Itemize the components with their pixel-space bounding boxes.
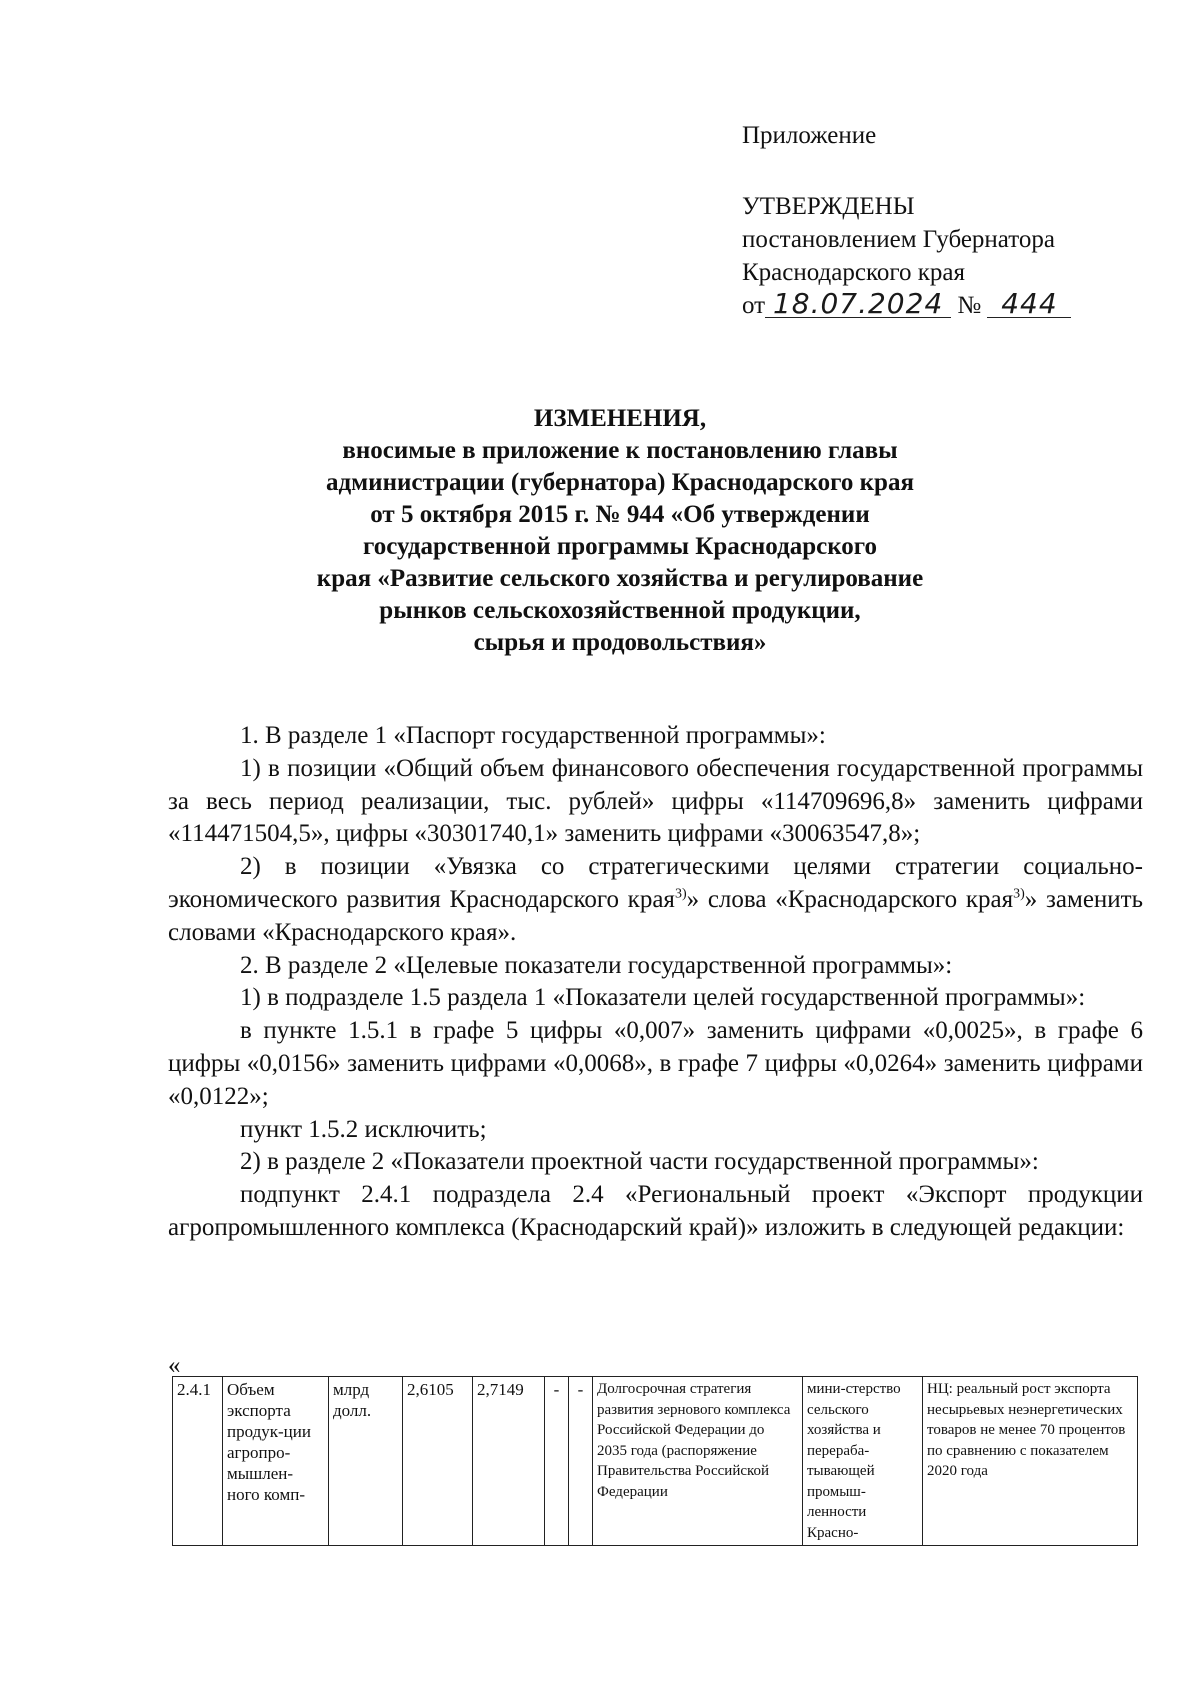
paragraph: 1) в подразделе 1.5 раздела 1 «Показатели целей государственной программы»: [240,984,1086,1012]
footnote-mark: 3) [1013,886,1025,902]
title-line: рынков сельскохозяйственной продукции, [379,597,861,624]
indicator-table [172,1376,1138,1546]
title-line: администрации (губернатора) Краснодарского края [326,469,914,496]
paragraph: в пункте 1.5.1 в графе 5 цифры «0,007» заменить цифрами «0,0025», в графе 6 цифры «0,0156» заменить цифрами «0,0068», в графе 7 цифры «0,0264» заменить цифрами «0,0122»; [168,1017,1143,1110]
paragraph-text: 2) в позиции «Увязка со стратегическими целями стратегии социально-экономического развития Краснодарского края [168,853,1143,913]
table-cell-value: 2,7149 [473,1377,545,1546]
paragraph: 1. В разделе 1 «Паспорт государственной программы»: [240,722,826,749]
open-quote: « [168,1352,181,1379]
approved-by-line: постановлением Губернатора [742,226,1055,253]
table-cell-source: Долгосрочная стратегия развития зернового комплекса Российской Федерации до 2035 года (распоряжение Правительства Российской Федерации [593,1377,803,1546]
paragraph: 2) в разделе 2 «Показатели проектной части государственной программы»: [240,1148,1039,1176]
title-line: вносимые в приложение к постановлению главы [342,437,898,464]
paragraph-text: » слова «Краснодарского края [686,885,1014,913]
paragraph: 1) в позиции «Общий объем финансового обеспечения государственной программы за весь период реализации, тыс. рублей» цифры «114709696,8» заменить цифрами «114471504,5», цифры «30301740,1» заменить цифрами «30063547,8»; [168,754,1143,848]
approved-label: УТВЕРЖДЕНЫ [742,193,915,220]
approval-block [742,119,1162,322]
table-cell-value: - [545,1377,569,1546]
table-cell-responsible: мини-стерство сельского хозяйства и перераба-тывающей промыш-ленности Красно- [803,1377,923,1546]
table-cell-value: - [569,1377,593,1546]
table-cell-unit: млрд долл. [329,1377,403,1546]
approved-region-line: Краснодарского края [742,259,965,286]
date-prefix: от [742,292,766,319]
title-line: края «Развитие сельского хозяйства и регулирование [316,565,924,592]
table-cell-indicator: Объем экспорта продук-ции агропро-мышлен-ного комп- [223,1377,329,1546]
number-prefix: № [957,292,982,319]
paragraph: подпункт 2.4.1 подраздела 2.4 «Региональный проект «Экспорт продукции агропромышленного комплекса (Краснодарский край)» изложить в следующей редакции: [168,1181,1143,1241]
table-cell-value: 2,6105 [403,1377,473,1546]
table-cell-number: 2.4.1 [173,1377,223,1546]
paragraph-text: » заменить словами «Краснодарского края». [168,885,1143,946]
paragraph: пункт 1.5.2 исключить; [240,1115,487,1143]
table-cell-goal: НЦ: реальный рост экспорта несырьевых неэнергетических товаров не менее 70 процентов по сравнению с показателем 2020 года [923,1377,1138,1546]
footnote-mark: 3) [674,886,687,902]
title-line: государственной программы Краснодарского [362,533,878,560]
handwritten-number: 444 [987,291,1071,318]
document-body [168,720,1143,1245]
title-line: сырья и продовольствия» [473,629,767,656]
title-line: от 5 октября 2015 г. № 944 «Об утверждении [370,501,870,528]
decree-date-line [742,289,1162,322]
title-heading: ИЗМЕНЕНИЯ, [533,405,707,432]
document-title [260,403,980,659]
table-row [173,1377,1138,1546]
appendix-label: Приложение [742,122,877,149]
handwritten-date: 18.07.2024 [765,291,951,318]
paragraph: 2. В разделе 2 «Целевые показатели государственной программы»: [240,951,953,979]
paragraph [168,851,1143,949]
